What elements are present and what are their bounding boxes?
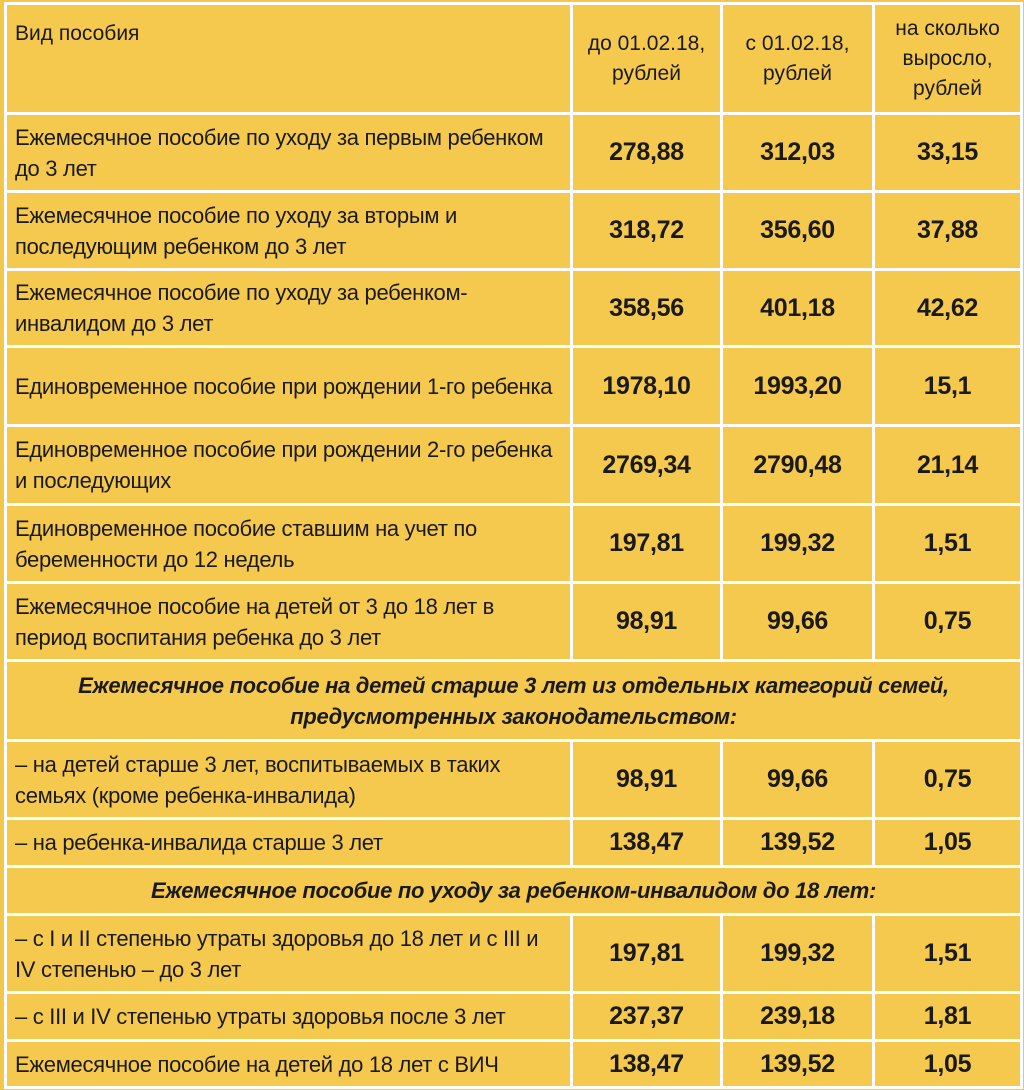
table-row xyxy=(6,819,1022,867)
value-before: 197,81 xyxy=(572,915,722,993)
benefit-label: Ежемесячное пособие на детей от 3 до 18 лет в период воспитания ребенка до 3 лет xyxy=(6,583,572,661)
header-after-date: с 01.02.18, рублей xyxy=(722,4,874,114)
value-growth: 0,75 xyxy=(874,583,1022,661)
benefit-label: Единовременное пособие при рождении 1-го ребенка xyxy=(6,347,572,426)
table-row xyxy=(6,505,1022,583)
value-growth: 1,81 xyxy=(874,993,1022,1041)
table-row xyxy=(6,114,1022,192)
section-heading: Ежемесячное пособие по уходу за ребенком-инвалидом до 18 лет: xyxy=(6,867,1022,915)
benefit-label: Ежемесячное пособие по уходу за первым ребенком до 3 лет xyxy=(6,114,572,192)
header-before-date: до 01.02.18, рублей xyxy=(572,4,722,114)
table-row xyxy=(6,915,1022,993)
value-growth: 1,51 xyxy=(874,915,1022,993)
table-row xyxy=(6,1041,1022,1088)
value-before: 197,81 xyxy=(572,505,722,583)
table-row xyxy=(6,741,1022,819)
value-before: 278,88 xyxy=(572,114,722,192)
benefit-label: Ежемесячное пособие по уходу за ребенком-инвалидом до 3 лет xyxy=(6,270,572,347)
value-growth: 15,1 xyxy=(874,347,1022,426)
table-row xyxy=(6,583,1022,661)
value-after: 1993,20 xyxy=(722,347,874,426)
table-row xyxy=(6,192,1022,270)
benefit-label: Единовременное пособие ставшим на учет по беременности до 12 недель xyxy=(6,505,572,583)
benefit-label: – на детей старше 3 лет, воспитываемых в таких семьях (кроме ребенка-инвалида) xyxy=(6,741,572,819)
benefit-label: – с I и II степенью утраты здоровья до 18 лет и с III и IV степенью – до 3 лет xyxy=(6,915,572,993)
benefits-table xyxy=(4,2,1023,1089)
value-after: 139,52 xyxy=(722,819,874,867)
value-before: 2769,34 xyxy=(572,426,722,505)
value-before: 98,91 xyxy=(572,583,722,661)
value-before: 358,56 xyxy=(572,270,722,347)
benefit-label: – с III и IV степенью утраты здоровья после 3 лет xyxy=(6,993,572,1041)
value-growth: 1,51 xyxy=(874,505,1022,583)
table-row xyxy=(6,347,1022,426)
value-growth: 1,05 xyxy=(874,819,1022,867)
header-growth: на сколько выросло, рублей xyxy=(874,4,1022,114)
value-growth: 42,62 xyxy=(874,270,1022,347)
value-before: 318,72 xyxy=(572,192,722,270)
value-before: 138,47 xyxy=(572,1041,722,1088)
header-benefit-type: Вид пособия xyxy=(6,4,572,114)
value-after: 199,32 xyxy=(722,505,874,583)
value-after: 401,18 xyxy=(722,270,874,347)
value-after: 99,66 xyxy=(722,583,874,661)
value-before: 1978,10 xyxy=(572,347,722,426)
value-before: 237,37 xyxy=(572,993,722,1041)
value-growth: 37,88 xyxy=(874,192,1022,270)
section-heading: Ежемесячное пособие на детей старше 3 лет из отдельных категорий семей, предусмотренных законодательством: xyxy=(6,661,1022,741)
value-growth: 1,05 xyxy=(874,1041,1022,1088)
benefit-label: Единовременное пособие при рождении 2-го ребенка и последующих xyxy=(6,426,572,505)
value-after: 2790,48 xyxy=(722,426,874,505)
header-row xyxy=(6,4,1022,114)
table-row xyxy=(6,426,1022,505)
benefit-label: Ежемесячное пособие по уходу за вторым и последующим ребенком до 3 лет xyxy=(6,192,572,270)
value-after: 139,52 xyxy=(722,1041,874,1088)
benefit-label: – на ребенка-инвалида старше 3 лет xyxy=(6,819,572,867)
value-growth: 21,14 xyxy=(874,426,1022,505)
value-after: 99,66 xyxy=(722,741,874,819)
value-after: 199,32 xyxy=(722,915,874,993)
benefit-label: Ежемесячное пособие на детей до 18 лет с ВИЧ xyxy=(6,1041,572,1088)
table-row xyxy=(6,270,1022,347)
section-header-row xyxy=(6,867,1022,915)
value-after: 239,18 xyxy=(722,993,874,1041)
table-row xyxy=(6,993,1022,1041)
section-header-row xyxy=(6,661,1022,741)
value-growth: 0,75 xyxy=(874,741,1022,819)
value-before: 138,47 xyxy=(572,819,722,867)
value-after: 312,03 xyxy=(722,114,874,192)
value-after: 356,60 xyxy=(722,192,874,270)
value-before: 98,91 xyxy=(572,741,722,819)
value-growth: 33,15 xyxy=(874,114,1022,192)
